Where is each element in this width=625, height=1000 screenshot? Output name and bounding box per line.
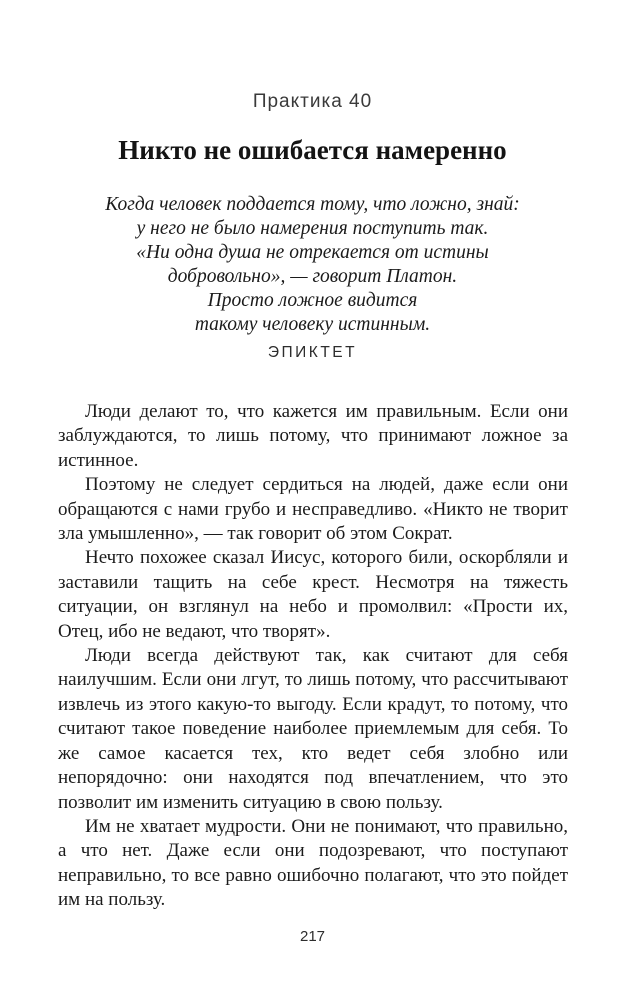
paragraph: Им не хватает мудрости. Они не понимают, что правильно, а что нет. Даже если они подозревают, что поступают неправильно, то все равно ошибочно полагают, что это пойдет им на пользу. <box>58 815 568 911</box>
practice-number-heading: Практика 40 <box>252 91 373 112</box>
paragraph: Поэтому не следует сердиться на людей, даже если они обращаются с нами грубо и несправедливо. «Никто не творит зла умышленно», — так говорит об этом Сократ. <box>58 474 568 545</box>
epigraph-line: такому человеку истинным. <box>194 314 431 335</box>
epigraph-line: Просто ложное видится <box>207 290 418 311</box>
epigraph-line: Когда человек поддается тому, что ложно, знай: <box>105 194 520 215</box>
page-number: 217 <box>299 928 326 945</box>
epigraph-line: у него не было намерения поступить так. <box>136 218 489 239</box>
epigraph-line: «Ни одна душа не отрекается от истины <box>136 242 489 263</box>
paragraph: Нечто похожее сказал Иисус, которого били, оскорбляли и заставили тащить на себе крест. Несмотря на тяжесть ситуации, он взглянул на небо и промолвил: «Прости их, Отец, ибо не ведают, что творят». <box>58 547 568 642</box>
paragraph: Люди делают то, что кажется им правильным. Если они заблуждаются, то лишь потому, что принимают ложное за истинное. <box>58 401 568 471</box>
paragraph: Люди всегда действуют так, как считают для себя наилучшим. Если они лгут, то лишь потому, что рассчитывают извлечь из этого какую-то выгоду. Если крадут, то потому, что считают такое поведение наиболее приемлемым для себя. То же самое касается тех, кто ведет себя злобно или непорядочно: они находятся под впечатлением, что это позволит им изменить ситуацию в свою пользу. <box>58 645 568 813</box>
body-text <box>58 400 568 913</box>
epigraph-attribution: ЭПИКТЕТ <box>267 344 358 361</box>
chapter-title: Никто не ошибается намеренно <box>118 135 507 165</box>
epigraph-quote <box>0 193 625 337</box>
epigraph-line: добровольно», — говорит Платон. <box>167 266 458 287</box>
